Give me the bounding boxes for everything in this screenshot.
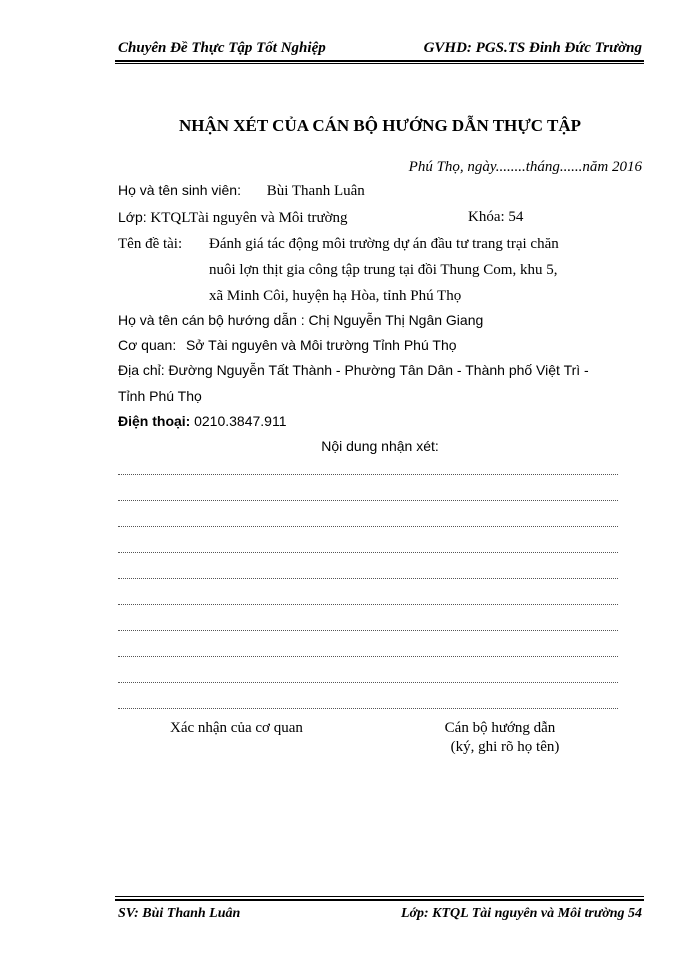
advisor-signature-title: Cán bộ hướng dẫn — [444, 720, 556, 736]
comments-heading: Nội dung nhận xét: — [321, 438, 439, 454]
class-label: Lớp: — [118, 209, 147, 225]
footer-rule-thin — [115, 896, 644, 897]
comment-line — [118, 707, 618, 709]
footer-left: SV: Bùi Thanh Luân — [118, 906, 241, 921]
comment-line — [118, 551, 618, 553]
agency-label: Cơ quan: — [118, 337, 177, 353]
comment-line — [118, 629, 618, 631]
comment-line — [118, 681, 618, 683]
student-name: Bùi Thanh Luân — [266, 183, 365, 199]
agency-row — [118, 337, 457, 355]
header-left: Chuyên Đề Thực Tập Tốt Nghiệp — [118, 40, 326, 56]
page-title: NHẬN XÉT CỦA CÁN BỘ HƯỚNG DẪN THỰC TẬP — [178, 116, 582, 135]
topic-line-1: Đánh giá tác động môi trường dự án đầu tư trang trại chăn — [209, 236, 559, 252]
topic-label: Tên đề tài: — [118, 236, 183, 252]
footer-right: Lớp: KTQL Tài nguyên và Môi trường 54 — [400, 906, 642, 921]
topic-line-3: xã Minh Côi, huyện hạ Hòa, tỉnh Phú Thọ — [209, 288, 462, 304]
footer-rule — [115, 899, 644, 901]
comment-line — [118, 655, 618, 657]
student-row — [118, 182, 365, 200]
comment-line — [118, 473, 618, 475]
student-label: Họ và tên sinh viên: — [118, 182, 241, 198]
address-row — [118, 362, 589, 380]
course-value: 54 — [508, 209, 524, 225]
agency-value: Sở Tài nguyên và Môi trường Tỉnh Phú Thọ — [185, 337, 457, 353]
advisor-signature-note: (ký, ghi rõ họ tên) — [450, 739, 560, 755]
comment-line — [118, 525, 618, 527]
comment-line — [118, 577, 618, 579]
advisor-name: Chị Nguyễn Thị Ngân Giang — [308, 312, 484, 328]
comment-line — [118, 499, 618, 501]
address-line-1: Đường Nguyễn Tất Thành - Phường Tân Dân - Thành phố Việt Trì - — [168, 362, 589, 378]
topic-line-2: nuôi lợn thịt gia công tập trung tại đồi Thung Com, khu 5, — [209, 262, 558, 278]
header-right: GVHD: PGS.TS Đinh Đức Trường — [423, 40, 642, 56]
advisor-label: Họ và tên cán bộ hướng dẫn : — [118, 312, 305, 328]
address-label: Địa chỉ: — [118, 362, 165, 378]
comment-line — [118, 603, 618, 605]
phone-row — [118, 413, 286, 431]
class-value: KTQLTài nguyên và Môi trường — [150, 210, 348, 226]
course-row — [468, 209, 523, 226]
agency-confirmation: Xác nhận của cơ quan — [170, 720, 303, 736]
advisor-row — [118, 312, 483, 330]
phone-label: Điện thoại: — [118, 413, 191, 429]
date-line: Phú Thọ, ngày........tháng......năm 2016 — [408, 159, 642, 175]
header-rule — [115, 60, 644, 62]
address-line-2: Tỉnh Phú Thọ — [118, 388, 202, 404]
class-row — [118, 209, 348, 227]
header-rule-thin — [115, 63, 644, 64]
course-label: Khóa: — [468, 209, 505, 225]
phone-value: 0210.3847.911 — [194, 413, 287, 429]
